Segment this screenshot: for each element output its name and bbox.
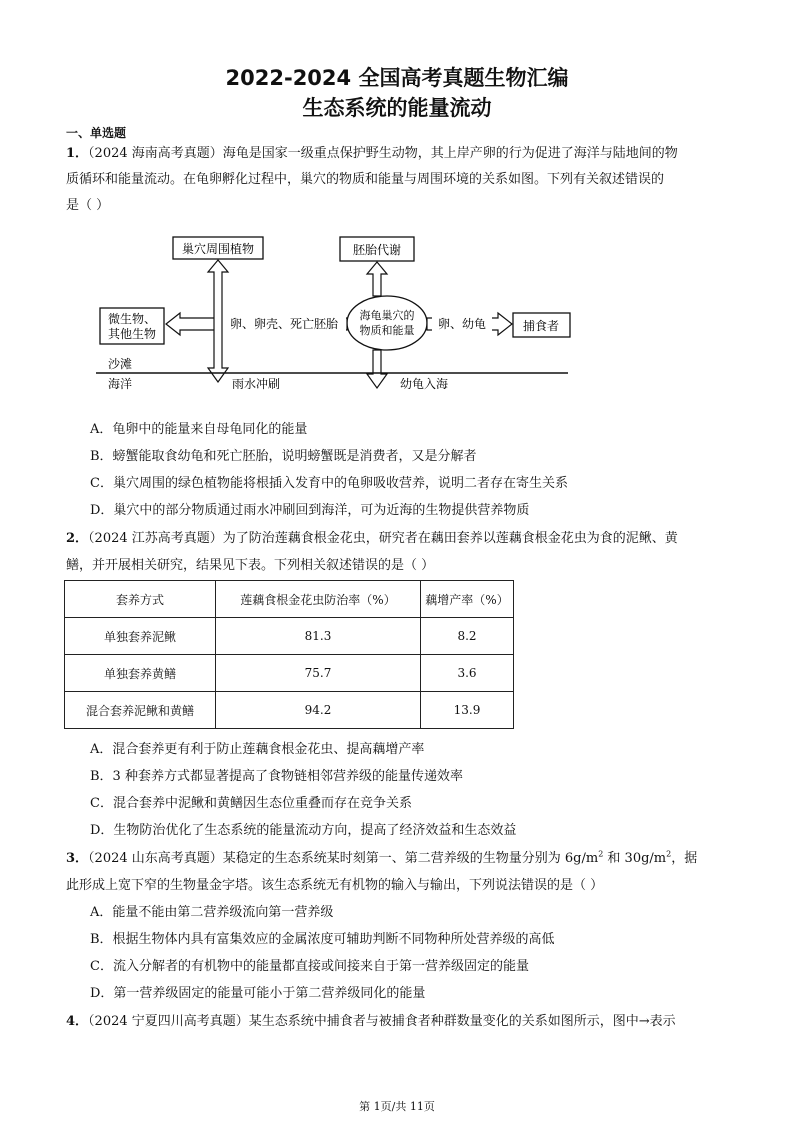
nest-ellipse xyxy=(347,296,427,350)
label-beach: 沙滩 xyxy=(108,357,133,371)
q3-number: 3． xyxy=(66,851,89,866)
label-predator: 捕食者 xyxy=(522,319,560,333)
q3-sup-1: 2 xyxy=(598,849,604,859)
arrow-to-embryo xyxy=(367,262,387,296)
table-cell: 单独套养黄鳝 xyxy=(65,655,216,692)
q3-stem-line1 xyxy=(66,847,728,866)
q1-text-1: （2024 海南高考真题）海龟是国家一级重点保护野生动物，其上岸产卵的行为促进了海洋与陆地间的物 xyxy=(88,146,678,161)
table-row xyxy=(65,655,514,692)
q2-option-c[interactable]: C．混合套养中泥鳅和黄鳝因生态位重叠而存在竞争关系 xyxy=(90,796,412,811)
table-header-row xyxy=(65,581,514,618)
table-row xyxy=(65,692,514,729)
table-cell: 75.7 xyxy=(216,655,421,692)
label-flow-right: 卵、幼龟 xyxy=(437,317,487,331)
q1-option-d[interactable]: D．巢穴中的部分物质通过雨水冲刷回到海洋，可为近海的生物提供营养物质 xyxy=(90,503,530,518)
q3-sup-2: 2 xyxy=(666,849,672,859)
document-title-line2: 生态系统的能量流动 xyxy=(302,96,492,120)
q3-text-1b: 和 30g/m xyxy=(603,851,667,866)
q3-text-1a: （2024 山东高考真题）某稳定的生态系统某时刻第一、第二营养级的生物量分别为 6g/m xyxy=(88,851,599,866)
q2-stem-line2: 鳝，并开展相关研究，结果见下表。下列相关叙述错误的是（ ） xyxy=(66,558,435,573)
q4-number: 4． xyxy=(66,1014,89,1029)
q2-option-d[interactable]: D．生物防治优化了生态系统的能量流动方向，提高了经济效益和生态效益 xyxy=(90,823,517,838)
q2-option-a[interactable]: A．混合套养更有利于防止莲藕食根金花虫、提高藕增产率 xyxy=(90,742,425,757)
q1-stem-line3: 是（ ） xyxy=(66,198,110,213)
q1-option-a[interactable]: A．龟卵中的能量来自母龟同化的能量 xyxy=(90,422,308,437)
document-title-line1: 2022-2024 全国高考真题生物汇编 xyxy=(225,66,569,90)
q3-option-a[interactable]: A．能量不能由第二营养级流向第一营养级 xyxy=(90,905,334,920)
label-flow-left: 卵、卵壳、死亡胚胎 xyxy=(229,317,339,331)
label-ocean: 海洋 xyxy=(108,377,133,391)
label-center-2: 物质和能量 xyxy=(359,324,415,337)
q2-option-b[interactable]: B．3 种套养方式都显著提高了食物链相邻营养级的能量传递效率 xyxy=(90,769,463,784)
q1-option-c[interactable]: C．巢穴周围的绿色植物能将根插入发育中的龟卵吸收营养，说明二者存在寄生关系 xyxy=(90,476,568,491)
q2-text-1: （2024 江苏高考真题）为了防治莲藕食根金花虫，研究者在藕田套养以莲藕食根金花虫为食的泥鳅、黄 xyxy=(88,531,678,546)
page-footer: 第 1页/共 11页 xyxy=(359,1100,435,1113)
table-cell: 单独套养泥鳅 xyxy=(65,618,216,655)
table-cell: 94.2 xyxy=(216,692,421,729)
q2-stem-line1 xyxy=(66,527,728,546)
table-header-cell: 套养方式 xyxy=(65,581,216,618)
q2-data-table xyxy=(64,580,514,729)
q1-option-b[interactable]: B．螃蟹能取食幼龟和死亡胚胎，说明螃蟹既是消费者，又是分解者 xyxy=(90,449,477,464)
q1-energy-flow-diagram xyxy=(0,226,794,406)
q1-number: 1． xyxy=(66,146,89,161)
label-microbes-2: 其他生物 xyxy=(107,327,157,341)
arrow-to-sea xyxy=(367,350,387,388)
q1-stem-line2: 质循环和能量流动。在龟卵孵化过程中，巢穴的物质和能量与周围环境的关系如图。下列有关叙述错误的 xyxy=(66,172,665,187)
table-header-cell: 藕增产率（%） xyxy=(421,581,514,618)
q3-stem-line2: 此形成上宽下窄的生物量金字塔。该生态系统无有机物的输入与输出，下列说法错误的是（ ） xyxy=(66,878,604,893)
table-row xyxy=(65,618,514,655)
table-header-cell: 莲藕食根金花虫防治率（%） xyxy=(216,581,421,618)
label-center-1: 海龟巢穴的 xyxy=(359,309,415,322)
label-rain: 雨水冲刷 xyxy=(232,377,281,391)
q3-option-c[interactable]: C．流入分解者的有机物中的能量都直接或间接来自于第一营养级固定的能量 xyxy=(90,959,529,974)
q4-stem-line1 xyxy=(66,1010,728,1029)
q4-text-1: （2024 宁夏四川高考真题）某生态系统中捕食者与被捕食者种群数量变化的关系如图所示，图中→表示 xyxy=(88,1014,676,1029)
label-baby-sea: 幼龟入海 xyxy=(400,377,449,391)
label-microbes-1: 微生物、 xyxy=(107,312,157,326)
table-cell: 混合套养泥鳅和黄鳝 xyxy=(65,692,216,729)
label-embryo: 胚胎代谢 xyxy=(352,243,402,257)
q2-number: 2． xyxy=(66,531,89,546)
label-plants: 巢穴周围植物 xyxy=(181,242,255,256)
q3-text-1c: ，据 xyxy=(671,851,698,866)
table-cell: 13.9 xyxy=(421,692,514,729)
table-cell: 8.2 xyxy=(421,618,514,655)
table-cell: 3.6 xyxy=(421,655,514,692)
q3-option-b[interactable]: B．根据生物体内具有富集效应的金属浓度可辅助判断不同物种所处营养级的高低 xyxy=(90,932,555,947)
q1-stem-line1 xyxy=(66,142,728,161)
section-heading: 一、单选题 xyxy=(66,126,127,140)
q3-option-d[interactable]: D．第一营养级固定的能量可能小于第二营养级同化的能量 xyxy=(90,986,426,1001)
table-cell: 81.3 xyxy=(216,618,421,655)
